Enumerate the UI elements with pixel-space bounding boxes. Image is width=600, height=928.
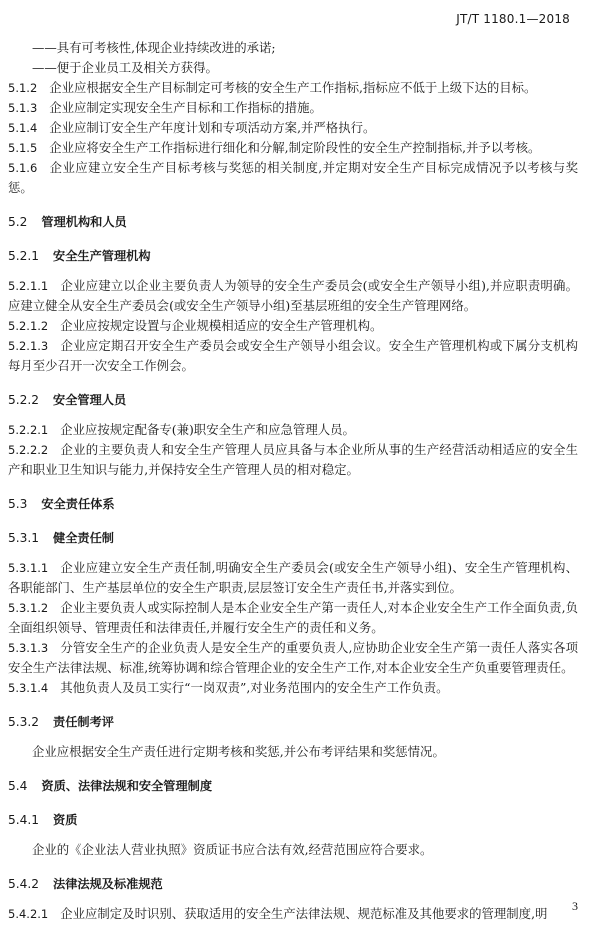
clause-text: 企业应根据安全生产目标制定可考核的安全生产工作指标,指标应不低于上级下达的目标。	[49, 80, 537, 95]
clause-text: 法律法规及标准规范	[53, 877, 163, 891]
clause-text: ——具有可考核性,体现企业持续改进的承诺;	[32, 40, 276, 55]
section-heading	[8, 528, 578, 548]
clause-text: 企业应建立安全生产目标考核与奖惩的相关制度,并定期对安全生产目标完成情况予以考核与奖惩。	[8, 160, 578, 195]
clause-text: 安全责任体系	[41, 497, 115, 511]
paragraph	[8, 158, 578, 198]
clause-number: 5.3.1.1	[8, 561, 49, 575]
clause-text: 资质、法律法规和安全管理制度	[41, 779, 213, 793]
paragraph	[8, 38, 578, 58]
clause-text: 企业应定期召开安全生产委员会或安全生产领导小组会议。安全生产管理机构或下属分支机构每月至少召开一次安全工作例会。	[8, 338, 578, 373]
clause-number: 5.3.2	[8, 715, 40, 729]
clause-number: 5.1.6	[8, 161, 38, 175]
paragraph	[8, 58, 578, 78]
clause-number: 5.4	[8, 779, 28, 793]
clause-number: 5.1.5	[8, 141, 38, 155]
section-heading	[8, 390, 578, 410]
clause-text: 企业应将安全生产工作指标进行细化和分解,制定阶段性的安全生产控制指标,并予以考核。	[49, 140, 541, 155]
section-heading	[8, 212, 578, 232]
paragraph	[8, 638, 578, 678]
paragraph	[8, 904, 578, 924]
clause-number: 5.3.1.4	[8, 681, 49, 695]
clause-text: 企业应按规定配备专(兼)职安全生产和应急管理人员。	[60, 422, 355, 437]
paragraph	[8, 118, 578, 138]
paragraph	[8, 742, 578, 762]
clause-text: 企业应建立安全生产责任制,明确安全生产委员会(或安全生产领导小组)、安全生产管理机构、各职能部门、生产基层单位的安全生产职责,层层签订安全生产责任书,并落实到位。	[8, 560, 578, 595]
section-heading	[8, 494, 578, 514]
clause-number: 5.2.2	[8, 393, 40, 407]
paragraph	[8, 316, 578, 336]
section-heading	[8, 246, 578, 266]
clause-text: ——便于企业员工及相关方获得。	[32, 60, 218, 75]
paragraph	[8, 598, 578, 638]
clause-text: 健全责任制	[53, 531, 114, 545]
clause-number: 5.2.1.3	[8, 339, 49, 353]
clause-text: 资质	[53, 813, 78, 827]
clause-number: 5.1.4	[8, 121, 38, 135]
clause-text: 企业的《企业法人营业执照》资质证书应合法有效,经营范围应符合要求。	[32, 842, 433, 857]
clause-number: 5.4.2.1	[8, 907, 49, 921]
clause-text: 企业应制定及时识别、获取适用的安全生产法律法规、规范标准及其他要求的管理制度,明	[60, 906, 548, 921]
clause-text: 管理机构和人员	[41, 215, 127, 229]
clause-text: 分管安全生产的企业负责人是安全生产的重要负责人,应协助企业安全生产第一责任人落实各项安全生产法律法规、标准,统筹协调和综合管理企业的安全生产工作,对本企业安全生产负重要管理责任。	[8, 640, 578, 675]
clause-text: 安全生产管理机构	[53, 249, 151, 263]
clause-number: 5.2.1.1	[8, 279, 49, 293]
paragraph	[8, 678, 578, 698]
paragraph	[8, 336, 578, 376]
section-heading	[8, 874, 578, 894]
paragraph	[8, 98, 578, 118]
clause-text: 企业应制定实现安全生产目标和工作指标的措施。	[49, 100, 322, 115]
clause-number: 5.1.2	[8, 81, 38, 95]
clause-number: 5.2.2.2	[8, 443, 49, 457]
clause-text: 企业主要负责人或实际控制人是本企业安全生产第一责任人,对本企业安全生产工作全面负责,负全面组织领导、管理责任和法律责任,并履行安全生产的责任和义务。	[8, 600, 578, 635]
clause-number: 5.2.1	[8, 249, 40, 263]
paragraph	[8, 276, 578, 316]
clause-text: 企业应制订安全生产年度计划和专项活动方案,并严格执行。	[49, 120, 376, 135]
clause-text: 企业应建立以企业主要负责人为领导的安全生产委员会(或安全生产领导小组),并应职责明确。应建立健全从安全生产委员会(或安全生产领导小组)至基层班组的安全生产管理网络。	[8, 278, 578, 313]
clause-text: 企业的主要负责人和安全生产管理人员应具备与本企业所从事的生产经营活动相适应的安全生产和职业卫生知识与能力,并保持安全生产管理人员的相对稳定。	[8, 442, 578, 477]
clause-number: 5.2.2.1	[8, 423, 49, 437]
paragraph	[8, 440, 578, 480]
section-heading	[8, 712, 578, 732]
clause-number: 5.1.3	[8, 101, 38, 115]
clause-number: 5.3.1.2	[8, 601, 49, 615]
clause-number: 5.3.1	[8, 531, 40, 545]
document-code: JT/T 1180.1—2018	[456, 12, 570, 26]
section-heading	[8, 776, 578, 796]
clause-number: 5.3.1.3	[8, 641, 49, 655]
clause-text: 其他负责人及员工实行“一岗双责”,对业务范围内的安全生产工作负责。	[60, 680, 449, 695]
page-number: 3	[572, 899, 578, 913]
paragraph	[8, 420, 578, 440]
clause-text: 企业应按规定设置与企业规模相适应的安全生产管理机构。	[60, 318, 383, 333]
clause-text: 企业应根据安全生产责任进行定期考核和奖惩,并公布考评结果和奖惩情况。	[32, 744, 445, 759]
clause-number: 5.2.1.2	[8, 319, 49, 333]
clause-number: 5.3	[8, 497, 28, 511]
paragraph	[8, 558, 578, 598]
paragraph	[8, 78, 578, 98]
section-heading	[8, 810, 578, 830]
clause-number: 5.2	[8, 215, 28, 229]
clause-number: 5.4.1	[8, 813, 40, 827]
clause-number: 5.4.2	[8, 877, 40, 891]
paragraph	[8, 138, 578, 158]
clause-text: 安全管理人员	[53, 393, 127, 407]
paragraph	[8, 840, 578, 860]
clause-text: 责任制考评	[53, 715, 114, 729]
document-body	[8, 38, 578, 924]
